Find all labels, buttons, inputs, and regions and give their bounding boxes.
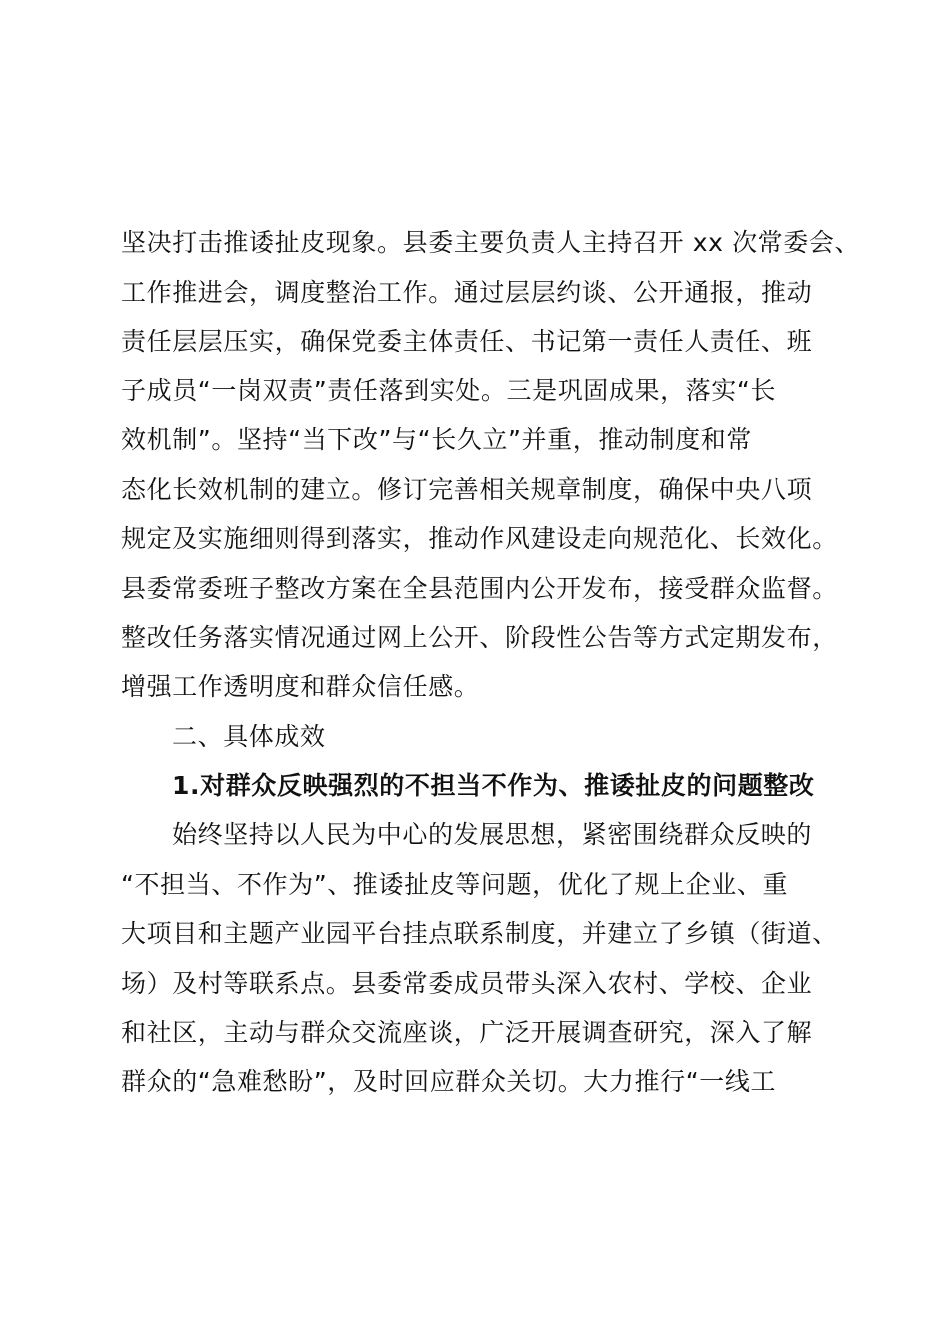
paragraph-1-line-2: 工作推进会，调度整治工作。通过层层约谈、公开通报，推动 [121, 278, 813, 307]
paragraph-2-line-3: 大项目和主题产业园平台挂点联系制度，并建立了乡镇（街道、 [121, 919, 838, 948]
paragraph-2-line-6: 群众的“急难愁盼”，及时回应群众关切。大力推行“一线工 [121, 1067, 777, 1096]
paragraph-2-line-1: 始终坚持以人民为中心的发展思想，紧密围绕群众反映的 [172, 820, 813, 849]
paragraph-1-line-9: 整改任务落实情况通过网上公开、阶段性公告等方式定期发布， [121, 623, 838, 652]
paragraph-1-line-6: 态化长效机制的建立。修订完善相关规章制度，确保中央八项 [121, 475, 813, 504]
paragraph-2-line-5: 和社区，主动与群众交流座谈，广泛开展调查研究，深入了解 [121, 1018, 813, 1047]
paragraph-1-line-5: 效机制”。坚持“当下改”与“长久立”并重，推动制度和常 [121, 425, 752, 454]
paragraph-1-line-10: 增强工作透明度和群众信任感。 [121, 672, 480, 701]
paragraph-1-line-3: 责任层层压实，确保党委主体责任、书记第一责任人责任、班 [121, 327, 813, 356]
paragraph-2-line-4: 场）及村等联系点。县委常委成员带头深入农村、学校、企业 [121, 969, 813, 998]
paragraph-1-line-8: 县委常委班子整改方案在全县范围内公开发布，接受群众监督。 [121, 574, 838, 603]
paragraph-1-line-7: 规定及实施细则得到落实，推动作风建设走向规范化、长效化。 [121, 524, 838, 553]
subheading: 1.对群众反映强烈的不担当不作为、推诿扯皮的问题整改 [172, 771, 815, 800]
paragraph-1-line-1: 坚决打击推诿扯皮现象。县委主要负责人主持召开 xx 次常委会、 [121, 228, 861, 257]
section-heading: 二、具体成效 [172, 722, 326, 751]
paragraph-1-line-4: 子成员“一岗双责”责任落到实处。三是巩固成果，落实“长 [121, 376, 777, 405]
paragraph-2-line-2: “不担当、不作为”、推诿扯皮等问题，优化了规上企业、重 [121, 870, 789, 899]
